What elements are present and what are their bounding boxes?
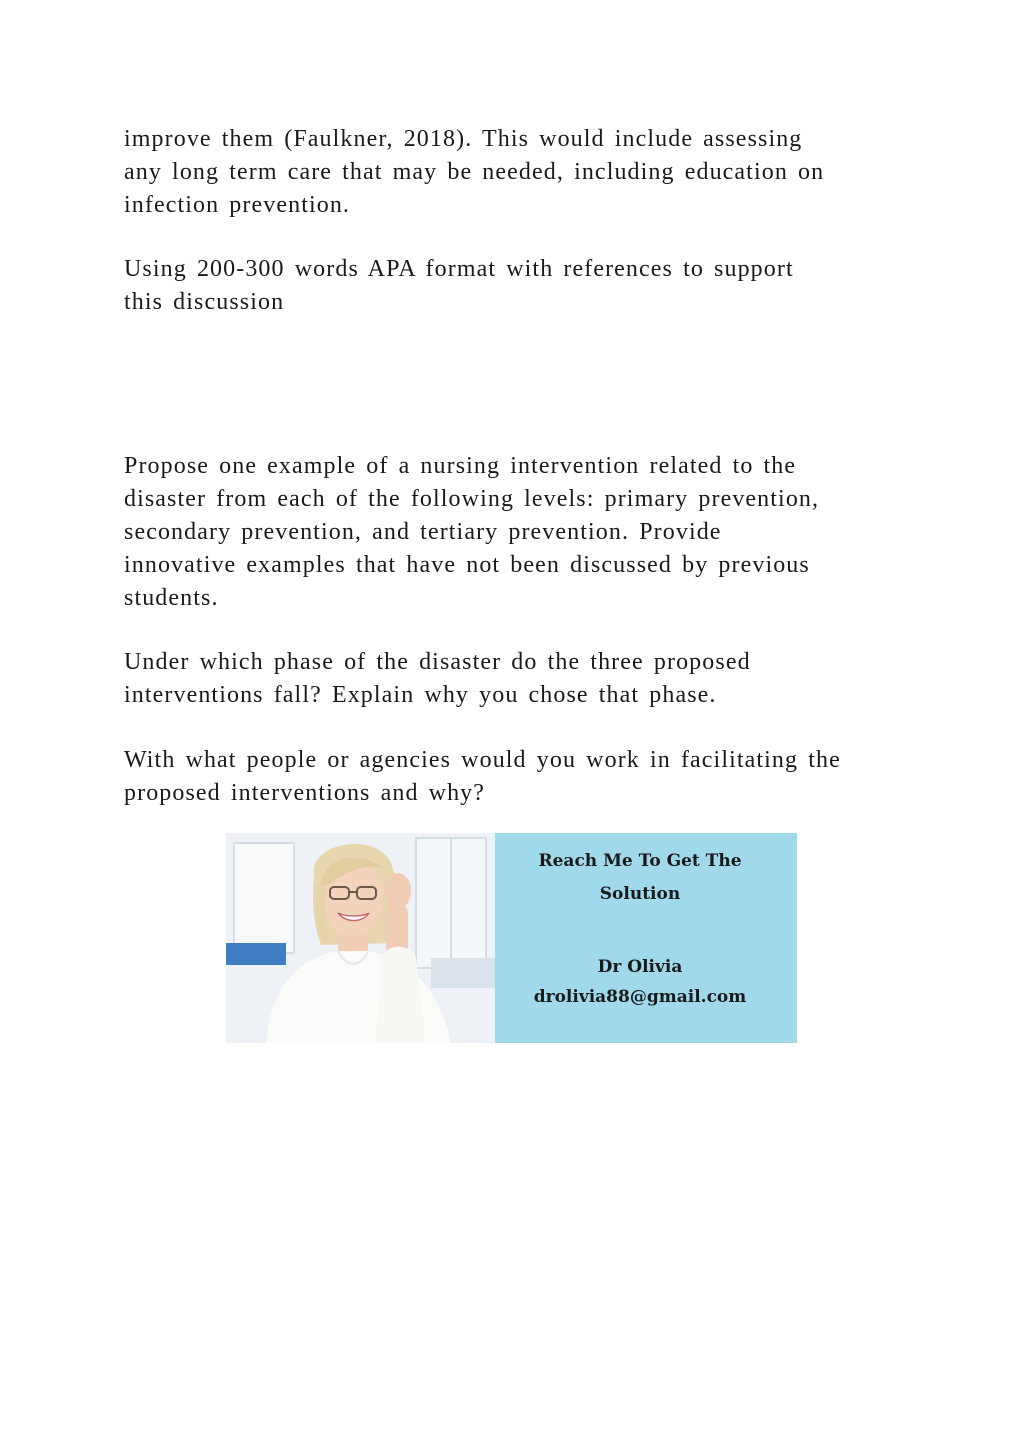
paragraph-intro: [124, 123, 904, 222]
text-line: improve them (Faulkner, 2018). This would include assessing: [124, 126, 803, 152]
banner-headline-continued: Solution: [599, 884, 681, 904]
text-line: interventions fall? Explain why you chose that phase.: [124, 682, 717, 708]
contact-email: drolivia88@gmail.com: [533, 987, 747, 1007]
paragraph-instructions: [124, 253, 904, 319]
contact-banner: [226, 833, 797, 1043]
text-line: secondary prevention, and tertiary prevention. Provide: [124, 519, 722, 545]
text-line: infection prevention.: [124, 192, 351, 218]
text-line: Propose one example of a nursing intervention related to the: [124, 453, 797, 479]
text-line: students.: [124, 585, 219, 611]
text-line: With what people or agencies would you work in facilitating the: [124, 747, 841, 773]
paragraph-question-2: [124, 646, 904, 712]
contact-name: Dr Olivia: [597, 957, 683, 977]
paragraph-question-1: [124, 450, 904, 615]
contact-panel: [495, 833, 797, 1043]
text-line: any long term care that may be needed, including education on: [124, 159, 825, 185]
text-line: this discussion: [124, 289, 285, 315]
text-line: disaster from each of the following levels: primary prevention,: [124, 486, 820, 512]
text-line: proposed interventions and why?: [124, 780, 486, 806]
paragraph-question-3: [124, 744, 904, 810]
text-line: Under which phase of the disaster do the three proposed: [124, 649, 751, 675]
text-line: Using 200-300 words APA format with references to support: [124, 256, 794, 282]
banner-headline: Reach Me To Get The: [538, 851, 742, 871]
text-line: innovative examples that have not been discussed by previous: [124, 552, 810, 578]
woman-photo-illustration: [226, 833, 495, 1043]
woman-photo: [226, 833, 495, 1043]
